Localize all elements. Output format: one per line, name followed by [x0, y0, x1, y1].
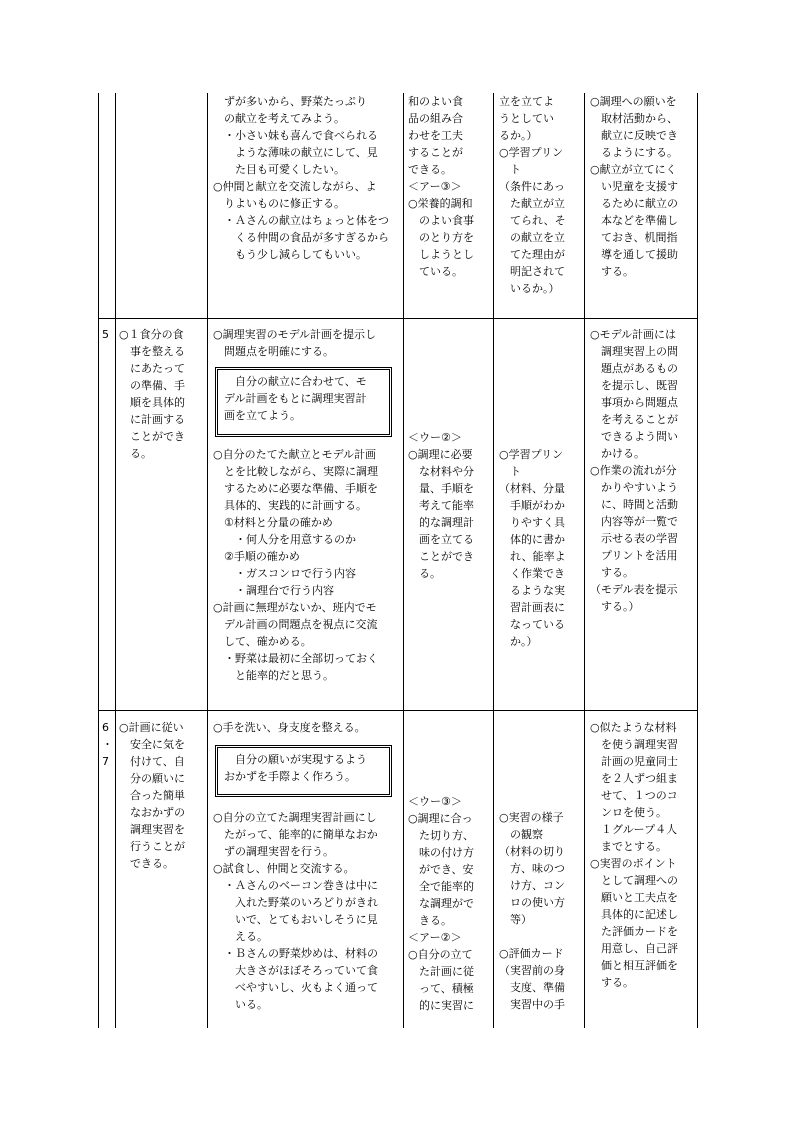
- text-line: ている。: [408, 265, 463, 278]
- text-line: を考えることが: [590, 413, 678, 426]
- text-line: 合った簡単: [119, 789, 185, 802]
- text-line: てられ、そ: [499, 214, 566, 227]
- text-line: ○計画に無理がないか、班内でモ: [213, 601, 377, 614]
- text-line: 分の願いに: [119, 772, 185, 785]
- text-line: 和のよい食: [408, 95, 463, 108]
- text-line: ような薄味の献立にして、見: [213, 146, 378, 159]
- text-line: （材料、分量: [499, 482, 565, 495]
- text-line: ＜ウー③＞: [408, 795, 462, 808]
- text-line: ○自分のたてた献立とモデル計画: [213, 448, 377, 461]
- text-line: 7: [102, 755, 109, 768]
- text-line: [499, 928, 583, 945]
- text-line: にあたって: [119, 362, 185, 375]
- text-line: 全で能率的: [408, 880, 474, 893]
- column-border: [493, 93, 494, 1028]
- text-line: ○調理に合っ: [408, 812, 473, 825]
- text-line: （実習前の身: [499, 964, 565, 977]
- text-line: く作業でき: [499, 567, 565, 580]
- text-line: 安全に気を: [119, 738, 185, 751]
- text-line: ○１食分の食: [119, 328, 184, 341]
- text-line: 献立に反映でき: [590, 129, 678, 142]
- text-line: の準備、手: [119, 379, 185, 392]
- text-line: 自分の献立に合わせて、モ: [224, 375, 367, 388]
- text-line: ・小さい妹も喜んで食べられる: [213, 129, 378, 142]
- text-line: せて、１つのコ: [590, 789, 678, 802]
- text-line: ○試食し、仲間と交流する。: [213, 862, 355, 875]
- text-line: デル計画をもとに調理実習計: [224, 392, 367, 405]
- text-line: とを比較しながら、実際に調理: [213, 465, 378, 478]
- text-line: ロの使い方: [499, 896, 565, 909]
- text-line: 立を立てよ: [499, 95, 554, 108]
- text-line: 本などを準備し: [590, 214, 678, 227]
- text-line: おかずを手際よく作ろう。: [224, 770, 356, 783]
- text-line: ・: [102, 738, 113, 751]
- text-line: なっている: [499, 618, 565, 631]
- text-line: ○似たような材料: [590, 721, 677, 734]
- text-line: のよい食事: [408, 214, 474, 227]
- text-line: いる。: [213, 998, 268, 1011]
- column-border: [207, 93, 208, 1028]
- text-line: できる。: [119, 857, 174, 870]
- text-line: 行うことが: [119, 840, 185, 853]
- text-line: りやすく具: [499, 516, 565, 529]
- text-line: して、確かめる。: [213, 635, 312, 648]
- text-line: ・Ａさんのベーコン巻きは中に: [213, 879, 378, 892]
- text-line: ト: [499, 465, 521, 478]
- section-1-methods: [499, 446, 583, 650]
- text-line: い児童を支援す: [590, 180, 678, 193]
- text-line: 計画の児童同士: [590, 755, 678, 768]
- text-line: 大きさがほぼそろっていて食: [213, 964, 378, 977]
- section-2-activities: [213, 809, 401, 1013]
- text-line: 具体的に記述し: [590, 908, 678, 921]
- text-line: を２人ずつ組ま: [590, 772, 678, 785]
- text-line: 問題点を明確にする。: [213, 345, 334, 358]
- text-line: れ、能率よ: [499, 550, 566, 563]
- text-line: 6: [102, 721, 109, 734]
- text-line: わせを工夫: [408, 129, 463, 142]
- text-line: 取材活動から、: [590, 112, 678, 125]
- text-line: いるか。）: [499, 282, 560, 295]
- text-line: １グループ４人: [590, 823, 678, 836]
- text-line: を提示し、既習: [590, 379, 678, 392]
- column-border: [697, 93, 698, 1028]
- text-line: ずが多いから、野菜たっぷり: [213, 95, 367, 108]
- text-line: 事を整える: [119, 345, 185, 358]
- text-line: ＜アー③＞: [408, 180, 462, 193]
- text-line: （モデル表を提示: [590, 583, 678, 596]
- text-line: できる。: [408, 163, 452, 176]
- text-line: 題点があるもの: [590, 362, 678, 375]
- text-line: ずの調理実習を行う。: [213, 845, 334, 858]
- text-line: ＜ウー②＞: [408, 431, 462, 444]
- text-line: た評価カードを: [590, 925, 678, 938]
- text-line: 量、手順を: [408, 482, 474, 495]
- text-line: の献立を考えてみよう。: [213, 112, 345, 125]
- text-line: する。: [590, 976, 634, 989]
- text-line: な材料や分: [408, 465, 474, 478]
- text-line: することが: [408, 146, 463, 159]
- text-line: ・調理台で行う内容: [213, 584, 334, 597]
- text-line: 導を通して援助: [590, 248, 678, 261]
- text-line: ○仲間と献立を交流しながら、よ: [213, 180, 377, 193]
- text-line: までとする。: [590, 840, 667, 853]
- column-border: [403, 93, 404, 1028]
- text-line: と能率的だと思う。: [213, 669, 334, 682]
- text-line: ○調理に必要: [408, 448, 473, 461]
- section-1-support: [590, 326, 696, 615]
- text-line: ○栄養的調和: [408, 197, 473, 210]
- text-line: する。: [590, 566, 634, 579]
- text-line: 方、味のつ: [499, 862, 565, 875]
- text-line: 手順がわか: [499, 499, 565, 512]
- text-line: る。: [408, 567, 441, 580]
- section-1-task-box: [215, 367, 392, 437]
- text-line: ○調理への願いを: [590, 95, 677, 108]
- text-line: 的に実習に: [408, 999, 474, 1012]
- text-line: できるよう問い: [590, 430, 678, 443]
- text-line: なおかずの: [119, 806, 185, 819]
- text-line: 画を立てる: [408, 533, 474, 546]
- text-line: てた理由が: [499, 248, 565, 261]
- text-line: ○学習プリン: [499, 146, 564, 159]
- text-line: 等）: [499, 913, 532, 926]
- text-line: ・Ｂさんの野菜炒めは、材料の: [213, 947, 378, 960]
- text-line: 事項から問題点: [590, 396, 678, 409]
- column-border: [584, 93, 585, 1028]
- text-line: 調理実習上の問: [590, 345, 678, 358]
- text-line: に計画する: [119, 413, 185, 426]
- text-line: か。）: [499, 635, 538, 648]
- section-0-support: [590, 93, 696, 280]
- text-line: の献立を立: [499, 231, 565, 244]
- text-line: 習計画表に: [499, 601, 565, 614]
- text-line: ンロを使う。: [590, 806, 667, 819]
- column-border: [115, 93, 116, 1028]
- text-line: デル計画の問題点を視点に交流: [213, 618, 378, 631]
- text-line: たがって、能率的に簡単なおか: [213, 828, 378, 841]
- section-2-number: [102, 719, 114, 770]
- text-line: きる。: [408, 914, 452, 927]
- text-line: ・Ａさんの献立はちょっと体をつ: [213, 214, 389, 227]
- text-line: ト: [499, 163, 521, 176]
- text-line: 体的に書か: [499, 533, 565, 546]
- lesson-plan-table: [98, 93, 698, 1028]
- text-line: 具体的、実践的に計画する。: [213, 499, 367, 512]
- text-line: ○献立が立てにく: [590, 163, 677, 176]
- text-line: 入れた野菜のいろどりがきれ: [213, 896, 378, 909]
- text-line: 内容等が一覧で: [590, 515, 678, 528]
- text-line: 価と相互評価を: [590, 959, 678, 972]
- text-line: 支度、準備: [499, 981, 565, 994]
- text-line: プリントを活用: [590, 549, 678, 562]
- row-border: [98, 710, 698, 711]
- text-line: ＜アー②＞: [408, 931, 462, 944]
- text-line: える。: [213, 930, 268, 943]
- text-line: 順を具体的: [119, 396, 185, 409]
- text-line: ○学習プリン: [499, 448, 564, 461]
- text-line: た献立が立: [499, 197, 565, 210]
- text-line: るために献立の: [590, 197, 678, 210]
- section-1-activities: [213, 446, 401, 684]
- text-line: ○実習のポイント: [590, 857, 677, 870]
- section-0-activities: [213, 93, 401, 263]
- text-line: ○評価カード: [499, 947, 564, 960]
- column-border: [98, 93, 99, 1028]
- text-line: （条件にあっ: [499, 180, 565, 193]
- text-line: くる仲間の食品が多すぎるから: [213, 231, 389, 244]
- section-0-methods: [499, 93, 583, 297]
- text-line: ことができ: [408, 550, 474, 563]
- text-line: 願いと工夫点を: [590, 891, 678, 904]
- text-line: りよいものに修正する。: [213, 197, 345, 210]
- text-line: しようとし: [408, 248, 474, 261]
- text-line: いで、とてもおいしそうに見: [213, 913, 378, 926]
- text-line: け方、コン: [499, 879, 565, 892]
- text-line: する。）: [590, 600, 640, 613]
- text-line: （材料の切り: [499, 845, 565, 858]
- text-line: 調理実習を: [119, 823, 185, 836]
- text-line: ができ、安: [408, 863, 474, 876]
- text-line: 用意し、自己評: [590, 942, 678, 955]
- text-line: のとり方を: [408, 231, 474, 244]
- text-line: る。: [119, 447, 152, 460]
- text-line: 示せる表の学習: [590, 532, 678, 545]
- text-line: 味の付け方: [408, 846, 474, 859]
- text-line: ○自分の立て: [408, 948, 473, 961]
- section-1-activities-intro: [213, 326, 401, 360]
- text-line: 実習中の手: [499, 998, 565, 1011]
- text-line: 自分の願いが実現するよう: [224, 753, 367, 766]
- text-line: 品の組み合: [408, 112, 463, 125]
- text-line: 画を立てよう。: [224, 409, 301, 422]
- section-1-criteria: [408, 429, 492, 582]
- section-1-goal: [119, 326, 206, 462]
- text-line: ○自分の立てた調理実習計画にし: [213, 811, 377, 824]
- section-1-number: [102, 326, 114, 343]
- section-2-goal: [119, 719, 206, 872]
- text-line: として調理への: [590, 874, 678, 887]
- text-line: を使う調理実習: [590, 738, 678, 751]
- text-line: るか。）: [499, 129, 538, 142]
- text-line: の観察: [499, 828, 543, 841]
- text-line: 的な調理計: [408, 516, 474, 529]
- text-line: 明記されて: [499, 265, 565, 278]
- text-line: ・ガスコンロで行う内容: [213, 567, 356, 580]
- text-line: な調理がで: [408, 897, 474, 910]
- text-line: ○作業の流れが分: [590, 464, 677, 477]
- text-line: べやすいし、火もよく通って: [213, 981, 378, 994]
- text-line: ・何人分を用意するのか: [213, 533, 356, 546]
- section-2-task-box: [215, 745, 392, 797]
- text-line: かりやすいよう: [590, 481, 678, 494]
- text-line: かける。: [590, 447, 645, 460]
- text-line: 考えて能率: [408, 499, 474, 512]
- section-2-support: [590, 719, 696, 991]
- text-line: 5: [102, 328, 109, 341]
- text-line: する。: [590, 265, 634, 278]
- section-2-activities-intro: [213, 719, 401, 736]
- text-line: するために必要な準備、手順を: [213, 482, 378, 495]
- text-line: ○調理実習のモデル計画を提示し: [213, 328, 377, 341]
- text-line: ことができ: [119, 430, 185, 443]
- text-line: うとしてい: [499, 112, 554, 125]
- text-line: ておき、机間指: [590, 231, 678, 244]
- text-line: 付けて、自: [119, 755, 185, 768]
- text-line: って、積極: [408, 982, 474, 995]
- text-line: ・野菜は最初に全部切っておく: [213, 652, 378, 665]
- text-line: ○手を洗い、身支度を整える。: [213, 721, 366, 734]
- text-line: ○モデル計画には: [590, 328, 677, 341]
- text-line: に、時間と活動: [590, 498, 678, 511]
- text-line: ②手順の確かめ: [213, 550, 300, 563]
- section-2-criteria: [408, 793, 492, 1014]
- text-line: た切り方、: [408, 829, 474, 842]
- section-2-methods: [499, 809, 583, 1013]
- text-line: た目も可愛くしたい。: [213, 163, 345, 176]
- text-line: もう少し減らしてもいい。: [213, 248, 367, 261]
- text-line: るようにする。: [590, 146, 678, 159]
- text-line: た計画に従: [408, 965, 474, 978]
- text-line: ○計画に従い: [119, 721, 184, 734]
- section-0-criteria: [408, 93, 492, 280]
- row-border: [98, 318, 698, 319]
- text-line: るような実: [499, 584, 565, 597]
- text-line: ○実習の様子: [499, 811, 564, 824]
- text-line: ①材料と分量の確かめ: [213, 516, 333, 529]
